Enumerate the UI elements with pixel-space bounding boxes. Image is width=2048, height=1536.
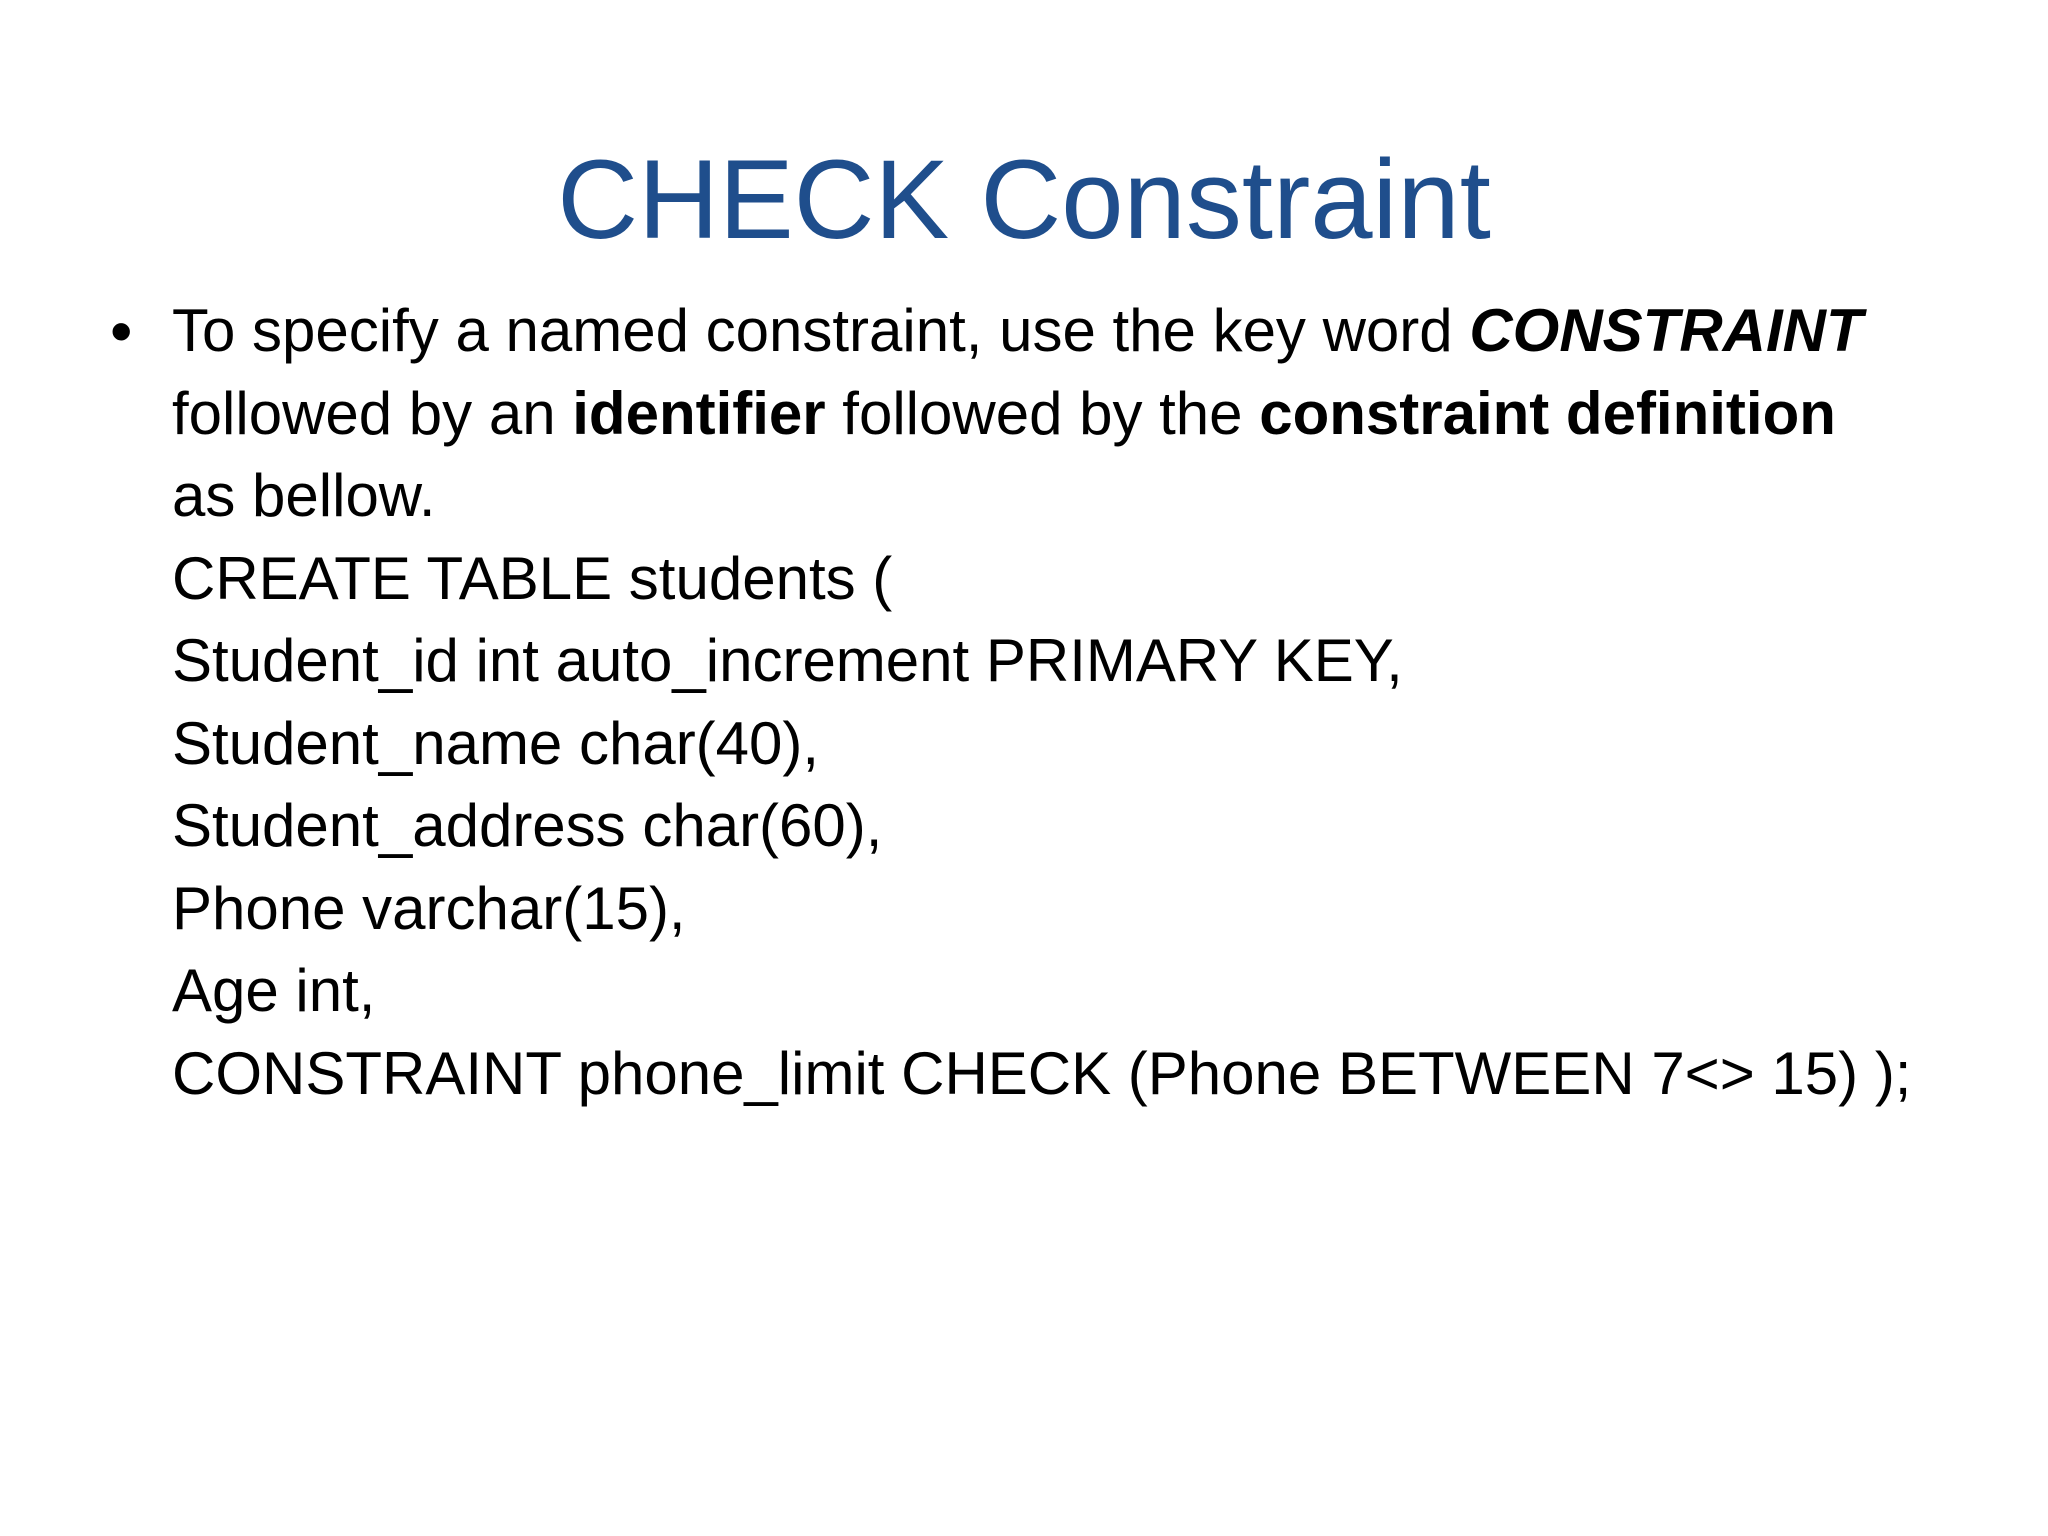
code-line: Student_id int auto_increment PRIMARY KEY, — [172, 627, 1403, 694]
slide-title: CHECK Constraint — [557, 137, 1491, 262]
intro-text-1: To specify a named constraint, use the key word — [172, 297, 1470, 364]
constraint-definition-term: constraint definition — [1259, 379, 1836, 447]
intro-text-3: followed by the — [825, 379, 1260, 447]
constraint-keyword: CONSTRAINT — [1469, 297, 1863, 364]
intro-line-2 — [172, 373, 1972, 456]
identifier-term: identifier — [572, 379, 826, 447]
intro-text-2: followed by an — [172, 379, 573, 447]
bullet-dot-icon: • — [110, 295, 133, 367]
code-line: Student_address char(60), — [172, 792, 883, 859]
intro-line-3: as bellow. — [172, 462, 436, 529]
code-line: Student_name char(40), — [172, 709, 820, 777]
code-line: Phone varchar(15), — [172, 874, 686, 942]
code-line: CONSTRAINT phone_limit CHECK (Phone BETWEEN 7<> 15) ); — [172, 1039, 1912, 1107]
code-line: Age int, — [172, 957, 376, 1024]
intro-line-1 — [172, 290, 1972, 373]
code-line: CREATE TABLE students ( — [172, 544, 893, 612]
bullet-text — [172, 290, 1972, 1115]
